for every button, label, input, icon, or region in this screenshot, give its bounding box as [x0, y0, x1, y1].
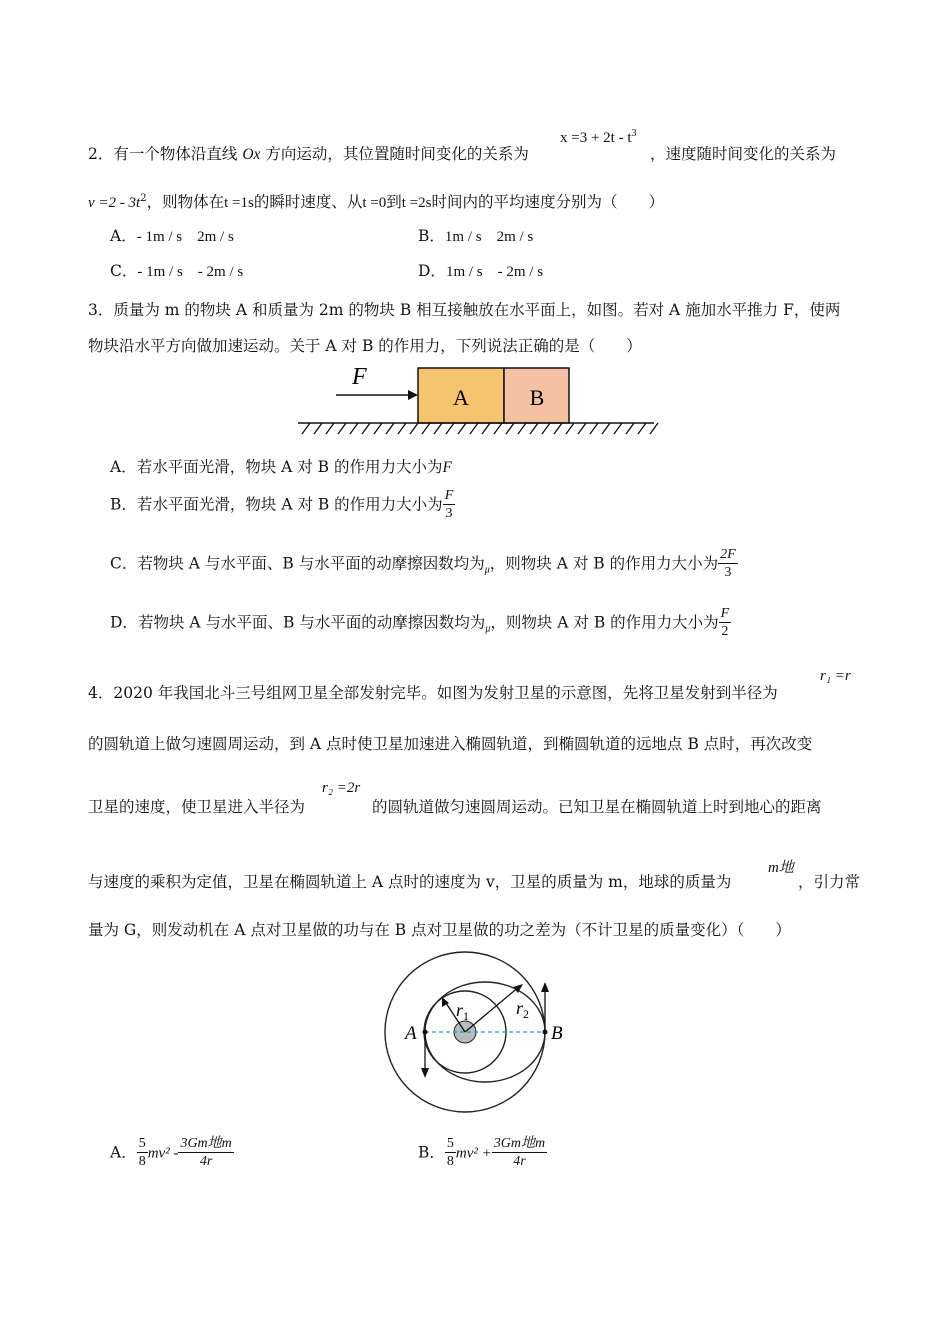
hatch-mark — [470, 423, 478, 434]
option-value: - 1m / s 2m / s — [136, 229, 234, 245]
option-label: C． — [110, 262, 138, 280]
q2-option-a[interactable] — [110, 224, 234, 246]
option-label: B． — [418, 1143, 445, 1162]
q3-option-a[interactable] — [110, 455, 452, 477]
option-value: F — [442, 459, 452, 476]
q4-number: 4． — [88, 684, 114, 702]
force-arrowhead — [408, 390, 418, 400]
option-label: A． — [110, 227, 137, 245]
q2-line2 — [88, 190, 664, 212]
hatch-mark — [566, 423, 574, 434]
q2-line1 — [88, 142, 529, 164]
frac-den: 8 — [138, 1154, 146, 1169]
q4-text: 的圆轨道上做匀速圆周运动，到 A 点时使卫星加速进入椭圆轨道，到椭圆轨道的远地点 B 点时，再次改变 — [88, 735, 813, 753]
frac-num: 5 — [138, 1136, 146, 1151]
r2-arrow — [465, 986, 520, 1032]
frac-den: 4r — [492, 1152, 547, 1171]
q4-r2-equation: r₂ =2r — [322, 780, 361, 796]
q4-option-a[interactable] — [110, 1136, 234, 1171]
q3-figure — [290, 362, 660, 440]
q2-number: 2． — [88, 145, 114, 163]
point-b — [543, 1030, 548, 1035]
fraction — [718, 547, 738, 582]
q4-text: 与速度的乘积为定值，卫星在椭圆轨道上 A 点时的速度为 v，卫星的质量为 m，地球的质量为 — [88, 873, 732, 891]
hatch-mark — [530, 423, 538, 434]
option-text: ，则物块 A 对 B 的作用力大小为 — [490, 613, 719, 632]
hatch-mark — [590, 423, 598, 434]
hatch-mark — [518, 423, 526, 434]
hatch-mark — [626, 423, 634, 434]
hatch-mark — [434, 423, 442, 434]
q4-text: ，引力常 — [798, 873, 861, 891]
q2-text: 方向运动，其位置随时间变化的关系为 — [260, 145, 529, 163]
hatch-mark — [302, 423, 310, 434]
fraction — [492, 1136, 547, 1171]
q2-text: 的瞬时速度、从 — [253, 193, 363, 211]
q3-line1 — [88, 298, 840, 320]
q3-option-b[interactable] — [110, 488, 455, 523]
q2-text: ，速度随时间变化的关系为 — [650, 145, 837, 163]
q3-text: 物块沿水平方向做加速运动。关于 A 对 B 的作用力，下列说法正确的是（ ） — [88, 337, 642, 355]
fraction — [443, 488, 456, 523]
fraction — [178, 1136, 233, 1171]
label-r1: $r_1$ — [456, 1000, 470, 1023]
hatch-mark — [578, 423, 586, 434]
hatch-mark — [398, 423, 406, 434]
hatch-mark — [338, 423, 346, 434]
q4-text: 的圆轨道做匀速圆周运动。已知卫星在椭圆轨道上时到地心的距离 — [372, 798, 822, 816]
hatch-mark — [326, 423, 334, 434]
frac-num: 2F — [720, 547, 736, 562]
q2-t0: t =0 — [362, 195, 387, 211]
fraction — [445, 1136, 456, 1171]
frac-num: 3Gm地m — [493, 1136, 546, 1151]
q3-number: 3． — [88, 301, 114, 319]
hatch-mark — [410, 423, 418, 434]
option-value: - 1m / s - 2m / s — [137, 264, 244, 280]
q4-text: 卫星的速度，使卫星进入半径为 — [88, 798, 306, 816]
frac-den: 4r — [178, 1152, 233, 1171]
frac-den: 3 — [443, 504, 456, 523]
hatch-mark — [458, 423, 466, 434]
q2-vel-formula: v =2 - 3t — [88, 195, 141, 211]
q4-line1 — [88, 681, 778, 703]
mu-symbol: μ — [485, 623, 491, 635]
frac-den: 2 — [719, 622, 732, 641]
mu-symbol: μ — [484, 564, 490, 576]
hatch-mark — [650, 423, 658, 434]
q2-option-b[interactable] — [418, 224, 533, 246]
q4-text: 量为 G，则发动机在 A 点对卫星做的功与在 B 点对卫星做的功之差为（不计卫星的质量变化）（ ） — [88, 921, 791, 939]
ground-hatching — [302, 423, 658, 434]
q2-pos-formula: x =3 + 2t - t — [560, 130, 632, 146]
option-label: B． — [418, 227, 445, 245]
option-text: 若物块 A 与水平面、B 与水平面的动摩擦因数均为 — [137, 554, 485, 573]
hatch-mark — [446, 423, 454, 434]
option-mid: mv² + — [455, 1145, 492, 1162]
option-mid: mv² - — [147, 1145, 179, 1162]
hatch-mark — [350, 423, 358, 434]
q2-vel-exp: 2 — [140, 192, 147, 204]
option-label: C． — [110, 554, 138, 573]
q2-text: ，则物体在 — [146, 193, 225, 211]
hatch-mark — [374, 423, 382, 434]
q2-pos-exp: 3 — [631, 128, 637, 139]
label-b: B — [551, 1023, 563, 1044]
hatch-mark — [506, 423, 514, 434]
q2-text: 时间内的平均速度分别为（ ） — [431, 193, 664, 211]
option-label: D． — [418, 262, 446, 280]
hatch-mark — [494, 423, 502, 434]
hatch-mark — [614, 423, 622, 434]
hatch-mark — [422, 423, 430, 434]
hatch-mark — [638, 423, 646, 434]
q2-option-d[interactable] — [418, 259, 543, 281]
q3-option-d[interactable] — [110, 606, 731, 641]
fraction — [137, 1136, 148, 1171]
q4-r1-equation: r₁ =r — [820, 668, 851, 684]
frac-num: 3Gm地m — [180, 1136, 232, 1151]
frac-num: F — [720, 606, 730, 621]
q4-earth-mass: m地 — [768, 860, 794, 876]
frac-num: 5 — [446, 1136, 454, 1151]
q2-t1: t =1s — [224, 195, 254, 211]
hatch-mark — [314, 423, 322, 434]
hatch-mark — [554, 423, 562, 434]
velocity-a-arrowhead — [421, 1068, 429, 1078]
q2-axis: Ox — [242, 146, 261, 163]
option-label: B． — [110, 495, 137, 514]
q2-position-formula — [560, 128, 637, 147]
label-a: A — [405, 1023, 417, 1044]
q4-orbit-figure — [380, 950, 580, 1120]
q2-t2: t =2s — [401, 195, 432, 211]
frac-den: 8 — [446, 1154, 454, 1169]
option-label: A． — [110, 1143, 137, 1162]
q3-option-c[interactable] — [110, 547, 738, 582]
option-text: 若水平面光滑，物块 A 对 B 的作用力大小为 — [136, 495, 443, 514]
block-a-label: A — [453, 385, 469, 410]
force-label: F — [352, 364, 367, 390]
option-value: 1m / s - 2m / s — [445, 264, 544, 280]
option-text: ，则物块 A 对 B 的作用力大小为 — [489, 554, 719, 573]
hatch-mark — [386, 423, 394, 434]
fraction — [719, 606, 732, 641]
hatch-mark — [362, 423, 370, 434]
option-text: 若水平面光滑，物块 A 对 B 的作用力大小为 — [136, 458, 443, 476]
frac-den: 3 — [718, 563, 738, 582]
hatch-mark — [602, 423, 610, 434]
q3-text: 质量为 m 的物块 A 和质量为 2m 的物块 B 相互接触放在水平面上，如图。若对 A 施加水平推力 F，使两 — [113, 301, 841, 319]
option-label: D． — [110, 613, 138, 632]
q2-option-c[interactable] — [110, 259, 243, 281]
velocity-b-arrowhead — [541, 982, 549, 992]
option-value: 1m / s 2m / s — [444, 229, 534, 245]
option-text: 若物块 A 与水平面、B 与水平面的动摩擦因数均为 — [137, 613, 486, 632]
q4-text: 2020 年我国北斗三号组网卫星全部发射完毕。如图为发射卫星的示意图，先将卫星发射到半径为 — [113, 684, 778, 702]
point-a — [423, 1030, 428, 1035]
q4-option-b[interactable] — [418, 1136, 547, 1171]
label-r2: $r_2$ — [516, 998, 530, 1021]
q2-text: 到 — [386, 193, 402, 211]
q2-text: 有一个物体沿直线 — [113, 145, 243, 163]
option-label: A． — [110, 458, 137, 476]
hatch-mark — [542, 423, 550, 434]
block-b-label: B — [529, 385, 545, 410]
frac-num: F — [444, 488, 454, 503]
hatch-mark — [482, 423, 490, 434]
